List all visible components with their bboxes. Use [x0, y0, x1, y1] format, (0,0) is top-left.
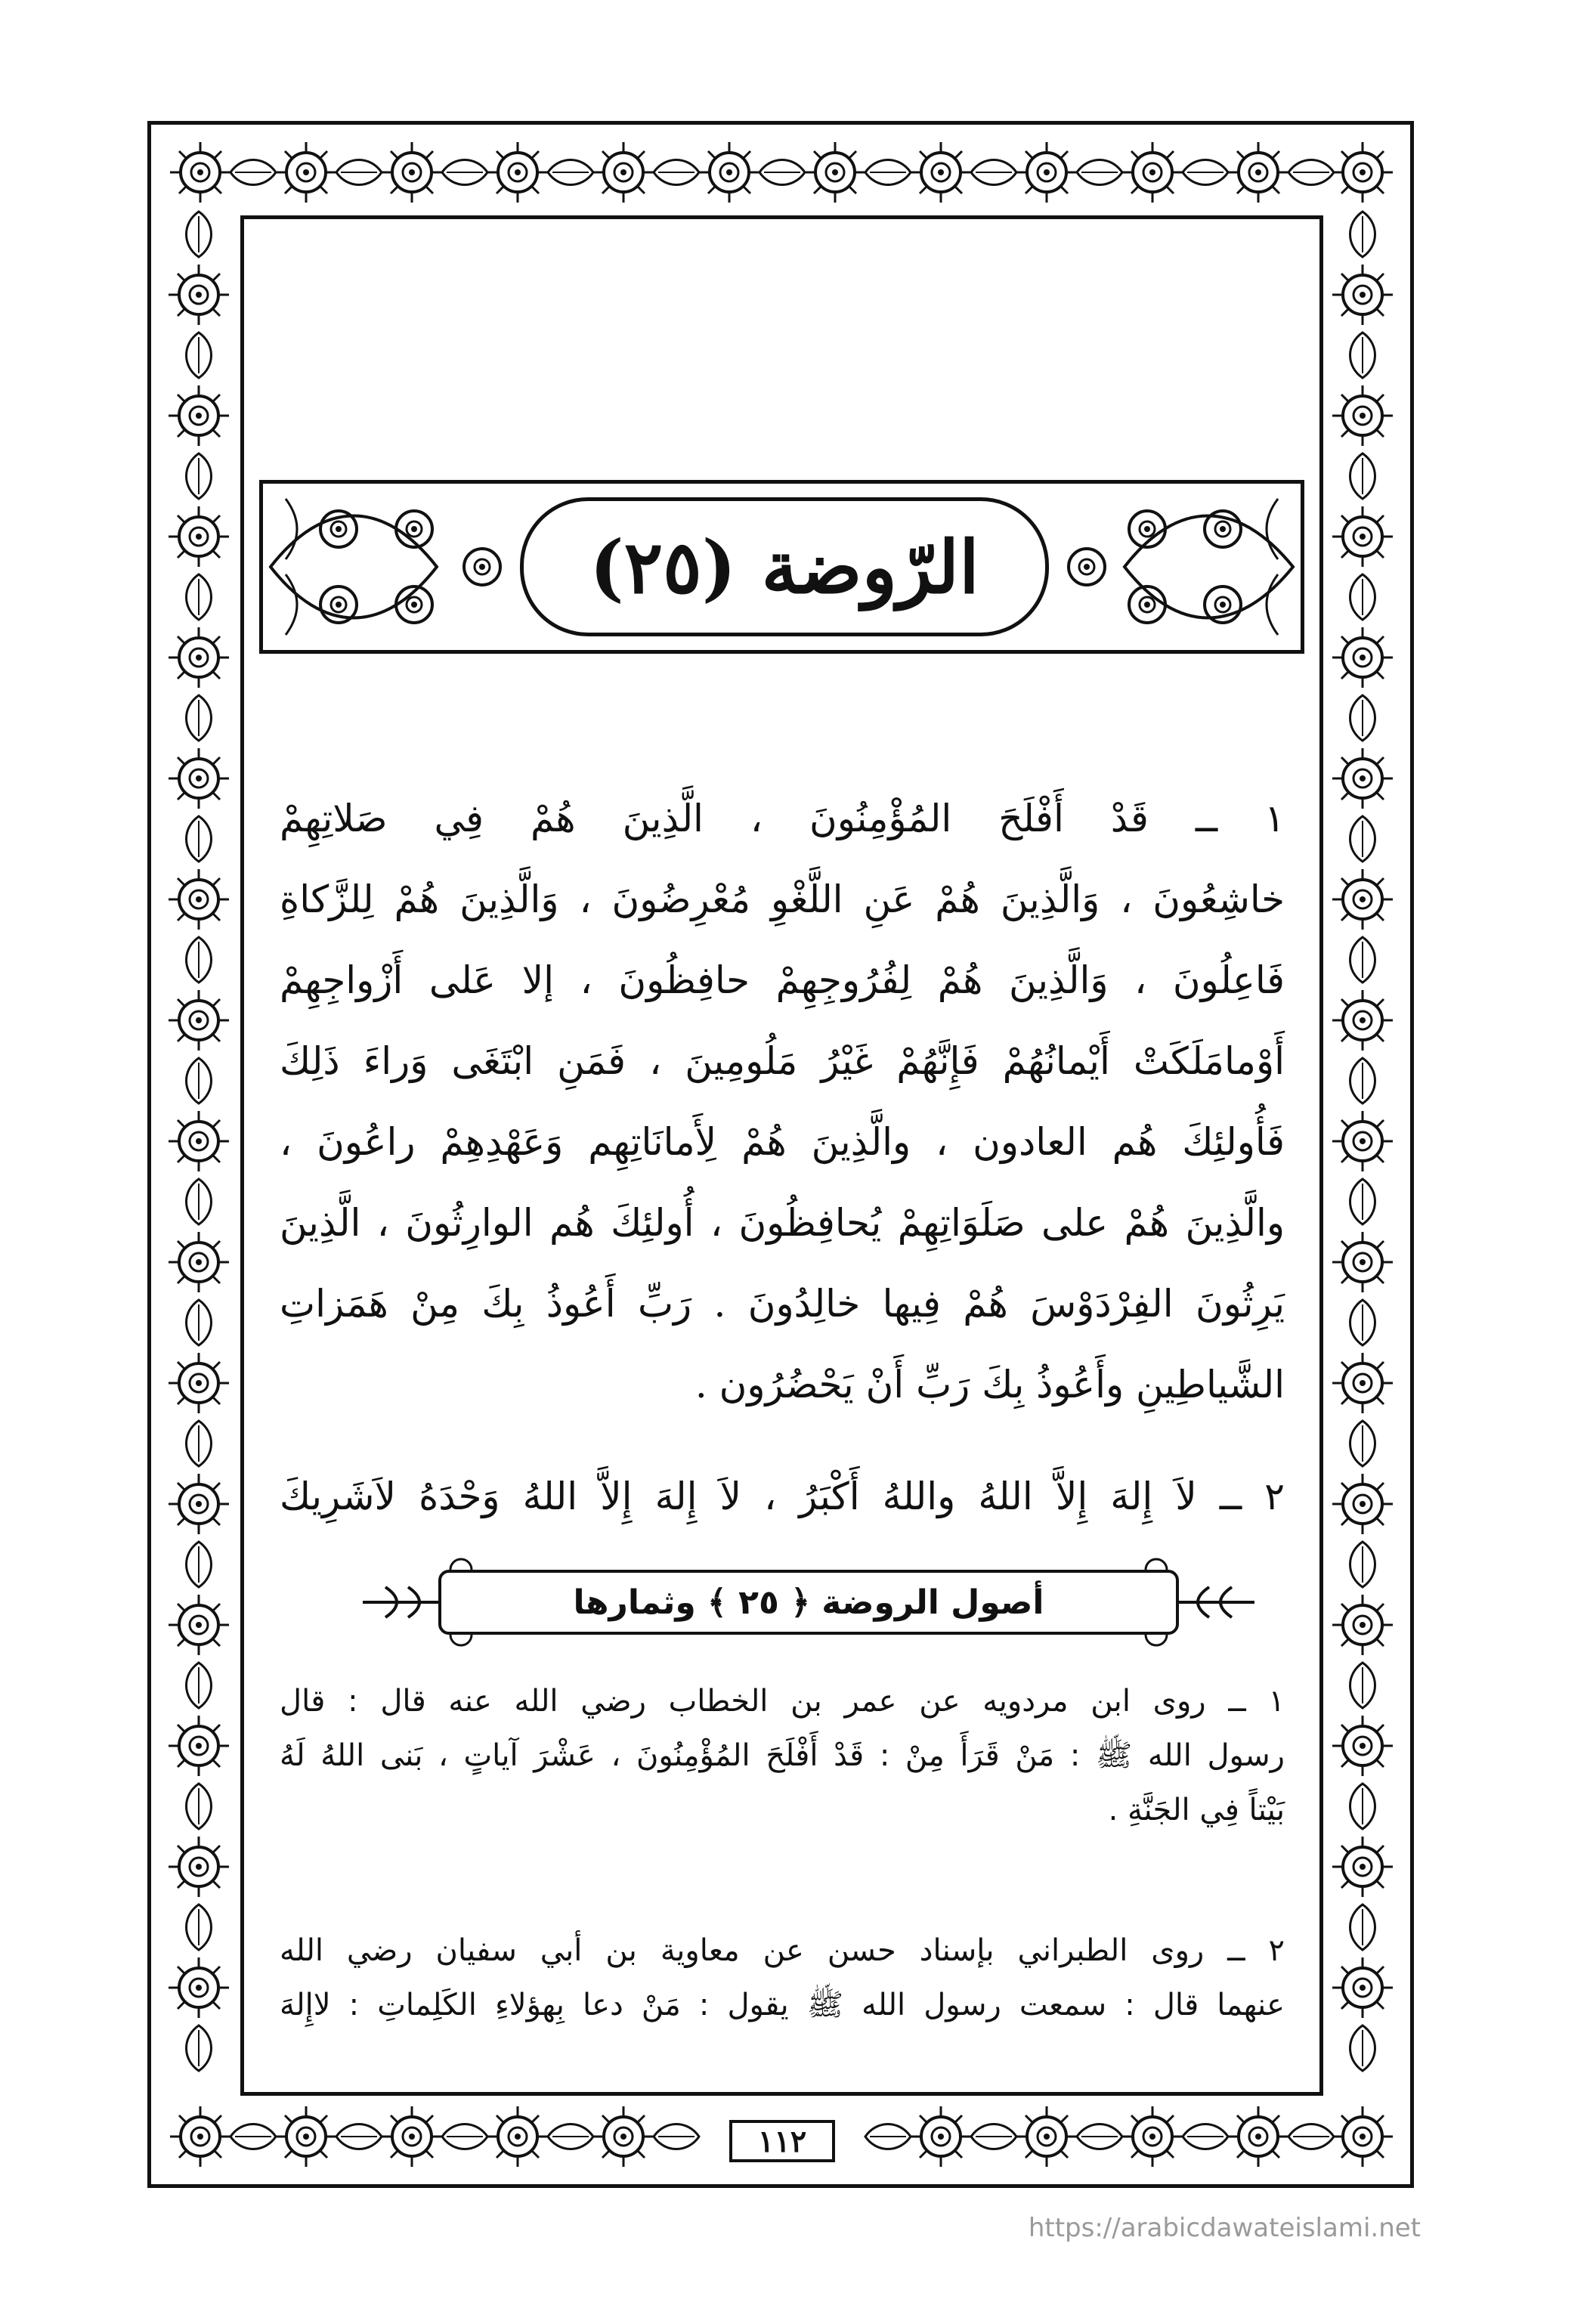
- verse-line: فَأُولئِكَ هُم العادون ، والَّذِينَ هُمْ لِأَمانَاتِهِم وَعَهْدِهِمْ راعُونَ ،: [280, 1120, 1285, 1164]
- hadith-2: [280, 1923, 1285, 2032]
- sub-heading-box: [438, 1570, 1179, 1635]
- verse-line: الشَّياطِينِ وأَعُوذُ بِكَ رَبِّ أَنْ يَحْضُرُون .: [695, 1363, 1285, 1406]
- hadith-line: ٢ ــ روى الطبراني بإسناد حسن عن معاوية بن أبي سفيان رضي الله: [280, 1933, 1285, 1968]
- title-plate: [520, 497, 1049, 636]
- page-number: ١١٢: [729, 2120, 835, 2162]
- title-cartouche: [259, 480, 1304, 654]
- sub-heading-ornament: [355, 1553, 1262, 1651]
- hadith-line: بَيْتاً فِي الجَنَّةِ .: [1108, 1793, 1285, 1827]
- hadith-line: ١ ــ روى ابن مردويه عن عمر بن الخطاب رضي الله عنه قال : قال: [280, 1684, 1285, 1719]
- verse-line: يَرِثُونَ الفِرْدَوْسَ هُمْ فِيها خالِدُونَ . رَبِّ أَعُوذُ بِكَ مِنْ هَمَزاتِ: [280, 1282, 1285, 1326]
- watermark-url: https://arabicdawateislami.net: [1028, 2213, 1421, 2243]
- sub-heading: أصول الروضة ﴿ ٢٥ ﴾ وثمارها: [573, 1583, 1044, 1622]
- verse-line: والَّذِينَ هُمْ على صَلَوَاتِهِمْ يُحافِظُونَ ، أُولئِكَ هُم الوارِثُونَ ، الَّذِينَ: [280, 1201, 1285, 1245]
- verse-line: أَوْمامَلَكَتْ أَيْمانُهُمْ فَإِنَّهُمْ غَيْرُ مَلُومِينَ ، فَمَنِ ابْتَغَى وَراءَ ذَلِكَ: [280, 1039, 1285, 1083]
- hadith-line: رسول الله ﷺ : مَنْ قَرَأَ مِنْ : قَدْ أَفْلَحَ المُؤْمِنُونَ ، عَشْرَ آياتٍ ، بَنى اللهُ لَهُ: [280, 1738, 1285, 1773]
- verses-block: [280, 778, 1285, 1425]
- verse-line: خاشِعُونَ ، وَالَّذِينَ هُمْ عَنِ اللَّغْوِ مُعْرِضُونَ ، وَالَّذِينَ هُمْ لِلزَّكاةِ: [280, 877, 1285, 921]
- page-title: الرّوضة (٢٥): [589, 524, 979, 610]
- hadith-1: [280, 1674, 1285, 1837]
- dhikr-line: ٢ ــ لاَ إِلهَ إِلاَّ اللهُ واللهُ أَكْبَرُ ، لاَ إِلهَ إِلاَّ اللهُ وَحْدَهُ لاَشَرِيكَ: [280, 1475, 1285, 1518]
- verse-line: ١ ــ قَدْ أَفْلَحَ المُؤْمِنُونَ ، الَّذِينَ هُمْ فِي صَلاتِهِمْ: [280, 797, 1285, 840]
- hadith-line: عنهما قال : سمعت رسول الله ﷺ يقول : مَنْ دعا بِهؤلاءِ الكَلِماتِ : لاإِلهَ: [280, 1988, 1285, 2022]
- verse-line: فَاعِلُونَ ، وَالَّذِينَ هُمْ لِفُرُوجِهِمْ حافِظُونَ ، إلا عَلى أَزْواجِهِمْ: [280, 958, 1285, 1002]
